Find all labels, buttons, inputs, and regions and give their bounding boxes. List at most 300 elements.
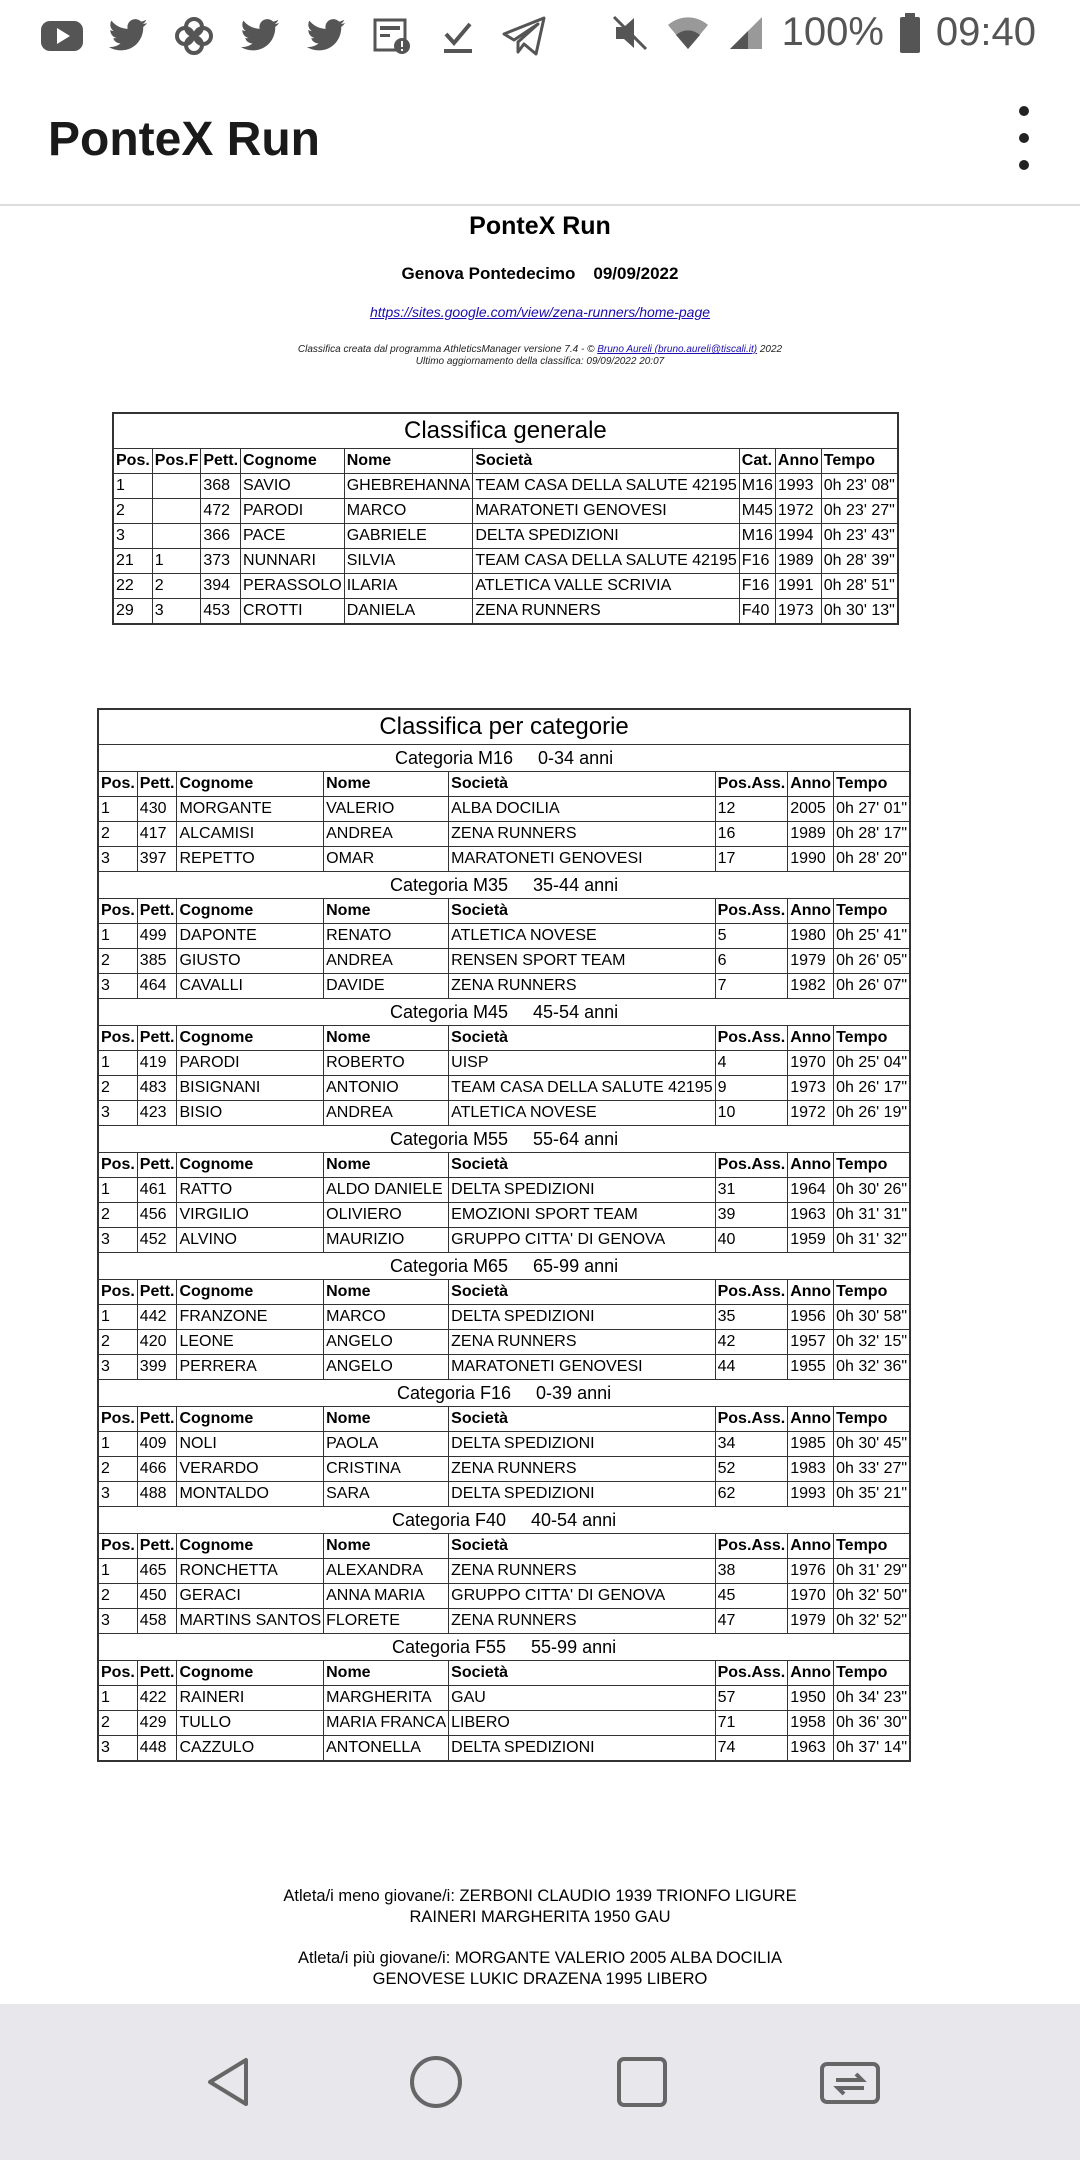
table-cell: ALCAMISI xyxy=(177,822,324,847)
header-row xyxy=(98,1407,910,1432)
table-row xyxy=(98,1559,910,1584)
table-cell: 74 xyxy=(715,1736,788,1762)
table-cell: 0h 30' 13" xyxy=(821,599,898,625)
table-cell: DELTA SPEDIZIONI xyxy=(449,1305,715,1330)
category-name: Categoria M16 0-34 anni xyxy=(98,745,910,772)
table-cell: ALBA DOCILIA xyxy=(449,797,715,822)
column-header: Anno xyxy=(788,1026,834,1051)
event-location: Genova Pontedecimo xyxy=(401,264,576,283)
table-cell: RATTO xyxy=(177,1178,324,1203)
table-row xyxy=(98,1178,910,1203)
overflow-menu-icon[interactable] xyxy=(1004,106,1044,170)
table-cell: 0h 32' 50" xyxy=(834,1584,911,1609)
category-header-row xyxy=(98,1380,910,1407)
column-header: Pos. xyxy=(98,1280,137,1305)
column-header: Nome xyxy=(324,772,449,797)
column-header: Nome xyxy=(324,1153,449,1178)
table-cell: 7 xyxy=(715,974,788,999)
table-row xyxy=(98,1355,910,1380)
table-cell: M16 xyxy=(739,474,775,499)
table-cell: DAVIDE xyxy=(324,974,449,999)
general-ranking-title: Classifica generale xyxy=(113,413,898,449)
table-cell: 0h 31' 32" xyxy=(834,1228,911,1253)
table-cell: 430 xyxy=(137,797,177,822)
table-cell: 1970 xyxy=(788,1584,834,1609)
table-cell: 0h 32' 36" xyxy=(834,1355,911,1380)
table-cell: 1950 xyxy=(788,1686,834,1711)
column-header: Pos.Ass. xyxy=(715,1534,788,1559)
table-cell: 1985 xyxy=(788,1432,834,1457)
table-cell: 29 xyxy=(113,599,152,625)
youngest-line-2: GENOVESE LUKIC DRAZENA 1995 LIBERO xyxy=(372,1970,708,1988)
table-cell: 1964 xyxy=(788,1178,834,1203)
oldest-line-1: Atleta/i meno giovane/i: ZERBONI CLAUDIO 1939 TRIONFO LIGURE xyxy=(283,1887,797,1905)
table-cell: 1 xyxy=(113,474,152,499)
table-cell: 3 xyxy=(98,1609,137,1634)
table-row xyxy=(98,1076,910,1101)
credit-text xyxy=(0,344,1080,368)
table-cell: NOLI xyxy=(177,1432,324,1457)
table-cell: 368 xyxy=(201,474,241,499)
table-cell: MARCO xyxy=(344,499,473,524)
table-cell: 1993 xyxy=(788,1482,834,1507)
table-cell: SILVIA xyxy=(344,549,473,574)
table-cell: GAU xyxy=(449,1686,715,1711)
table-cell: 2 xyxy=(98,1330,137,1355)
table-row xyxy=(98,1609,910,1634)
table-cell: ATLETICA NOVESE xyxy=(449,924,715,949)
table-cell: 3 xyxy=(98,1355,137,1380)
table-cell: 0h 31' 31" xyxy=(834,1203,911,1228)
table-cell: 1990 xyxy=(788,847,834,872)
category-name: Categoria F40 40-54 anni xyxy=(98,1507,910,1534)
table-row xyxy=(113,574,898,599)
column-header: Pos.Ass. xyxy=(715,772,788,797)
table-cell: 1 xyxy=(98,797,137,822)
table-cell: 3 xyxy=(98,974,137,999)
table-cell: 2 xyxy=(98,1203,137,1228)
table-cell: ANTONELLA xyxy=(324,1736,449,1762)
battery-icon xyxy=(898,11,922,55)
table-cell: 2 xyxy=(113,499,152,524)
table-cell: 419 xyxy=(137,1051,177,1076)
table-cell: F16 xyxy=(739,574,775,599)
column-header: Pos. xyxy=(98,899,137,924)
table-cell: 423 xyxy=(137,1101,177,1126)
column-header: Tempo xyxy=(821,449,898,474)
header-row xyxy=(98,1280,910,1305)
table-cell: 453 xyxy=(201,599,241,625)
table-cell: 0h 37' 14" xyxy=(834,1736,911,1762)
table-cell: 499 xyxy=(137,924,177,949)
author-email-link[interactable]: Bruno Aureli (bruno.aureli@tiscali.it) xyxy=(597,344,758,355)
wifi-icon xyxy=(666,11,710,55)
table-cell: 448 xyxy=(137,1736,177,1762)
twitter-icon xyxy=(238,14,282,58)
column-header: Anno xyxy=(788,772,834,797)
event-date: 09/09/2022 xyxy=(593,264,679,283)
column-header: Pos.Ass. xyxy=(715,899,788,924)
table-cell: MARGHERITA xyxy=(324,1686,449,1711)
table-cell: 0h 26' 07" xyxy=(834,974,911,999)
table-cell: 1963 xyxy=(788,1736,834,1762)
column-header: Anno xyxy=(788,899,834,924)
table-cell: 1 xyxy=(98,1305,137,1330)
table-cell: FRANZONE xyxy=(177,1305,324,1330)
column-header: Tempo xyxy=(834,1026,911,1051)
back-icon[interactable] xyxy=(192,2046,264,2118)
clock: 09:40 xyxy=(935,10,1036,54)
table-cell: ANGELO xyxy=(324,1330,449,1355)
table-cell: DANIELA xyxy=(344,599,473,625)
table-cell: 0h 28' 17" xyxy=(834,822,911,847)
table-row xyxy=(98,924,910,949)
table-cell: 21 xyxy=(113,549,152,574)
rotate-screen-icon[interactable] xyxy=(814,2046,886,2118)
table-cell: 1959 xyxy=(788,1228,834,1253)
column-header: Pett. xyxy=(137,1026,177,1051)
column-header: Pett. xyxy=(137,1534,177,1559)
table-cell: DELTA SPEDIZIONI xyxy=(473,524,739,549)
category-header-row xyxy=(98,1634,910,1661)
general-ranking-table xyxy=(112,412,899,625)
header-row xyxy=(98,1153,910,1178)
table-cell: 1956 xyxy=(788,1305,834,1330)
table-cell: 0h 31' 29" xyxy=(834,1559,911,1584)
table-cell: 1957 xyxy=(788,1330,834,1355)
table-cell: SARA xyxy=(324,1482,449,1507)
event-subtitle xyxy=(0,264,1080,284)
results-page xyxy=(0,206,1080,2004)
oldest-athletes xyxy=(0,1886,1080,1928)
table-cell: ZENA RUNNERS xyxy=(449,1559,715,1584)
mute-icon xyxy=(608,11,652,55)
table-cell: 52 xyxy=(715,1457,788,1482)
table-cell: 1970 xyxy=(788,1051,834,1076)
table-cell: GRUPPO CITTA' DI GENOVA xyxy=(449,1584,715,1609)
column-header: Società xyxy=(449,772,715,797)
table-row xyxy=(98,847,910,872)
table-cell: 17 xyxy=(715,847,788,872)
table-cell: 399 xyxy=(137,1355,177,1380)
column-header: Cognome xyxy=(177,899,324,924)
column-header: Tempo xyxy=(834,1153,911,1178)
table-cell: 0h 36' 30" xyxy=(834,1711,911,1736)
table-cell: 465 xyxy=(137,1559,177,1584)
table-cell: MARCO xyxy=(324,1305,449,1330)
table-cell: 464 xyxy=(137,974,177,999)
table-cell: 10 xyxy=(715,1101,788,1126)
table-cell: 12 xyxy=(715,797,788,822)
app-bar xyxy=(0,72,1080,206)
table-cell: 0h 27' 01" xyxy=(834,797,911,822)
table-row xyxy=(98,1432,910,1457)
table-cell: VIRGILIO xyxy=(177,1203,324,1228)
system-status xyxy=(608,10,1036,55)
table-cell: ALVINO xyxy=(177,1228,324,1253)
table-cell: 35 xyxy=(715,1305,788,1330)
column-header: Società xyxy=(449,1407,715,1432)
table-cell: EMOZIONI SPORT TEAM xyxy=(449,1203,715,1228)
table-cell: 420 xyxy=(137,1330,177,1355)
table-cell: 417 xyxy=(137,822,177,847)
youtube-icon xyxy=(40,14,84,58)
table-cell: CAVALLI xyxy=(177,974,324,999)
table-cell: 71 xyxy=(715,1711,788,1736)
table-cell: 1983 xyxy=(788,1457,834,1482)
table-row xyxy=(98,1457,910,1482)
table-cell: ANDREA xyxy=(324,1101,449,1126)
table-cell: 442 xyxy=(137,1305,177,1330)
table-cell: 1 xyxy=(152,549,201,574)
column-header: Nome xyxy=(324,1026,449,1051)
table-cell: 1989 xyxy=(775,549,821,574)
table-cell: 2 xyxy=(98,949,137,974)
table-cell: 1979 xyxy=(788,1609,834,1634)
table-cell: NUNNARI xyxy=(241,549,345,574)
table-cell: 0h 30' 58" xyxy=(834,1305,911,1330)
table-row xyxy=(98,1482,910,1507)
column-header: Cognome xyxy=(177,1026,324,1051)
table-cell: LIBERO xyxy=(449,1711,715,1736)
table-cell: 1972 xyxy=(775,499,821,524)
twitter-icon xyxy=(106,14,150,58)
table-cell: 1994 xyxy=(775,524,821,549)
table-cell: MORGANTE xyxy=(177,797,324,822)
table-cell: 1980 xyxy=(788,924,834,949)
category-header-row xyxy=(98,1126,910,1153)
table-cell: 0h 32' 15" xyxy=(834,1330,911,1355)
column-header: Pett. xyxy=(137,899,177,924)
table-cell: 38 xyxy=(715,1559,788,1584)
table-cell: 2 xyxy=(98,822,137,847)
table-cell: CAZZULO xyxy=(177,1736,324,1762)
table-row xyxy=(98,1584,910,1609)
table-cell: 39 xyxy=(715,1203,788,1228)
table-row xyxy=(113,474,898,499)
table-cell: 483 xyxy=(137,1076,177,1101)
table-cell: ZENA RUNNERS xyxy=(449,822,715,847)
table-cell: RENATO xyxy=(324,924,449,949)
credit-year: 2022 xyxy=(759,344,783,355)
table-cell: PERRERA xyxy=(177,1355,324,1380)
table-cell: PAOLA xyxy=(324,1432,449,1457)
table-cell: 1958 xyxy=(788,1711,834,1736)
home-icon[interactable] xyxy=(400,2046,472,2118)
category-name: Categoria M35 35-44 anni xyxy=(98,872,910,899)
table-cell: 1991 xyxy=(775,574,821,599)
column-header: Tempo xyxy=(834,772,911,797)
table-cell: UISP xyxy=(449,1051,715,1076)
table-cell: DELTA SPEDIZIONI xyxy=(449,1736,715,1762)
table-row xyxy=(98,822,910,847)
header-row xyxy=(98,1534,910,1559)
column-header: Pett. xyxy=(137,1661,177,1686)
table-cell: CRISTINA xyxy=(324,1457,449,1482)
app-title: PonteX Run xyxy=(48,113,320,166)
table-cell: 31 xyxy=(715,1178,788,1203)
column-header: Anno xyxy=(788,1534,834,1559)
table-cell: PERASSOLO xyxy=(241,574,345,599)
table-cell: 1 xyxy=(98,1432,137,1457)
category-name: Categoria F55 55-99 anni xyxy=(98,1634,910,1661)
table-cell: FLORETE xyxy=(324,1609,449,1634)
table-cell: 44 xyxy=(715,1355,788,1380)
column-header: Pos. xyxy=(98,1026,137,1051)
table-cell: RONCHETTA xyxy=(177,1559,324,1584)
table-cell: TEAM CASA DELLA SALUTE 42195 xyxy=(473,549,739,574)
column-header: Cat. xyxy=(739,449,775,474)
table-cell: 0h 30' 45" xyxy=(834,1432,911,1457)
table-cell: 456 xyxy=(137,1203,177,1228)
table-cell: 366 xyxy=(201,524,241,549)
table-cell: 2 xyxy=(98,1457,137,1482)
table-cell: 2 xyxy=(98,1076,137,1101)
table-cell: ZENA RUNNERS xyxy=(449,974,715,999)
table-row xyxy=(98,974,910,999)
battery-percent: 100% xyxy=(781,10,884,54)
twitter-icon xyxy=(304,14,348,58)
table-cell: DELTA SPEDIZIONI xyxy=(449,1178,715,1203)
column-header: Nome xyxy=(324,899,449,924)
table-cell: DELTA SPEDIZIONI xyxy=(449,1482,715,1507)
table-cell: M16 xyxy=(739,524,775,549)
column-header: Pos. xyxy=(113,449,152,474)
table-row xyxy=(98,1228,910,1253)
table-cell: 9 xyxy=(715,1076,788,1101)
table-cell: 461 xyxy=(137,1178,177,1203)
column-header: Pett. xyxy=(137,1280,177,1305)
table-cell: 458 xyxy=(137,1609,177,1634)
news-alert-icon xyxy=(370,14,414,58)
category-name: Categoria M55 55-64 anni xyxy=(98,1126,910,1153)
table-cell: 0h 23' 43" xyxy=(821,524,898,549)
column-header: Pos.Ass. xyxy=(715,1280,788,1305)
table-cell: 1993 xyxy=(775,474,821,499)
column-header: Pos. xyxy=(98,1534,137,1559)
table-cell: 0h 35' 21" xyxy=(834,1482,911,1507)
table-cell: 0h 28' 39" xyxy=(821,549,898,574)
page-title: PonteX Run xyxy=(469,212,611,240)
table-cell: ATLETICA VALLE SCRIVIA xyxy=(473,574,739,599)
column-header: Pos. xyxy=(98,1661,137,1686)
youngest-athletes xyxy=(0,1948,1080,1990)
table-cell: 34 xyxy=(715,1432,788,1457)
table-cell: ILARIA xyxy=(344,574,473,599)
table-cell: ALEXANDRA xyxy=(324,1559,449,1584)
column-header: Tempo xyxy=(834,899,911,924)
table-cell: GERACI xyxy=(177,1584,324,1609)
table-cell: MAURIZIO xyxy=(324,1228,449,1253)
table-cell: F16 xyxy=(739,549,775,574)
column-header: Pett. xyxy=(137,1407,177,1432)
table-cell: 1982 xyxy=(788,974,834,999)
category-header-row xyxy=(98,1507,910,1534)
table-cell: TEAM CASA DELLA SALUTE 42195 xyxy=(449,1076,715,1101)
table-cell: SAVIO xyxy=(241,474,345,499)
table-cell: 47 xyxy=(715,1609,788,1634)
column-header: Pos. xyxy=(98,1407,137,1432)
table-cell: GHEBREHANNA xyxy=(344,474,473,499)
category-header-row xyxy=(98,1253,910,1280)
column-header: Anno xyxy=(788,1661,834,1686)
table-row xyxy=(113,599,898,625)
table-cell: PACE xyxy=(241,524,345,549)
table-cell: ANNA MARIA xyxy=(324,1584,449,1609)
table-cell: 2 xyxy=(98,1711,137,1736)
column-header: Cognome xyxy=(241,449,345,474)
column-header: Anno xyxy=(788,1153,834,1178)
table-cell: CROTTI xyxy=(241,599,345,625)
recents-icon[interactable] xyxy=(606,2046,678,2118)
table-cell: OMAR xyxy=(324,847,449,872)
table-cell: GIUSTO xyxy=(177,949,324,974)
table-cell: ZENA RUNNERS xyxy=(473,599,739,625)
column-header: Pos.Ass. xyxy=(715,1407,788,1432)
table-row xyxy=(98,1736,910,1762)
category-header-row xyxy=(98,999,910,1026)
table-cell: 3 xyxy=(98,847,137,872)
column-header: Tempo xyxy=(834,1661,911,1686)
table-cell: ANDREA xyxy=(324,822,449,847)
table-cell: 5 xyxy=(715,924,788,949)
table-row xyxy=(98,949,910,974)
table-cell: 373 xyxy=(201,549,241,574)
table-row xyxy=(98,1051,910,1076)
table-cell: MONTALDO xyxy=(177,1482,324,1507)
table-row xyxy=(113,499,898,524)
column-header: Nome xyxy=(344,449,473,474)
table-cell: 3 xyxy=(113,524,152,549)
table-cell: 22 xyxy=(113,574,152,599)
column-header: Cognome xyxy=(177,1153,324,1178)
column-header: Cognome xyxy=(177,1534,324,1559)
column-header: Cognome xyxy=(177,1407,324,1432)
table-cell: 450 xyxy=(137,1584,177,1609)
table-cell: ALDO DANIELE xyxy=(324,1178,449,1203)
table-cell: M45 xyxy=(739,499,775,524)
column-header: Pos. xyxy=(98,1153,137,1178)
column-header: Tempo xyxy=(834,1407,911,1432)
category-name: Categoria M45 45-54 anni xyxy=(98,999,910,1026)
table-cell: 45 xyxy=(715,1584,788,1609)
table-cell: MARTINS SANTOS xyxy=(177,1609,324,1634)
column-header: Nome xyxy=(324,1407,449,1432)
table-cell: VALERIO xyxy=(324,797,449,822)
table-cell: RENSEN SPORT TEAM xyxy=(449,949,715,974)
column-header: Pett. xyxy=(137,1153,177,1178)
table-cell: 40 xyxy=(715,1228,788,1253)
column-header: Anno xyxy=(788,1407,834,1432)
column-header: Nome xyxy=(324,1534,449,1559)
table-cell: 3 xyxy=(152,599,201,625)
signal-icon xyxy=(724,11,768,55)
last-update: Ultimo aggiornamento della classifica: 09/09/2022 20:07 xyxy=(415,356,665,367)
table-cell: 1 xyxy=(98,1686,137,1711)
table-cell: LEONE xyxy=(177,1330,324,1355)
table-cell: 452 xyxy=(137,1228,177,1253)
table-cell: 1 xyxy=(98,924,137,949)
column-header: Cognome xyxy=(177,772,324,797)
table-cell: 0h 25' 04" xyxy=(834,1051,911,1076)
navigation-bar xyxy=(0,2004,1080,2160)
table-cell: 3 xyxy=(98,1228,137,1253)
table-cell: 409 xyxy=(137,1432,177,1457)
table-row xyxy=(98,1330,910,1355)
website-link[interactable]: https://sites.google.com/view/zena-runners/home-page xyxy=(369,304,711,320)
table-cell: PARODI xyxy=(241,499,345,524)
download-check-icon xyxy=(436,14,480,58)
